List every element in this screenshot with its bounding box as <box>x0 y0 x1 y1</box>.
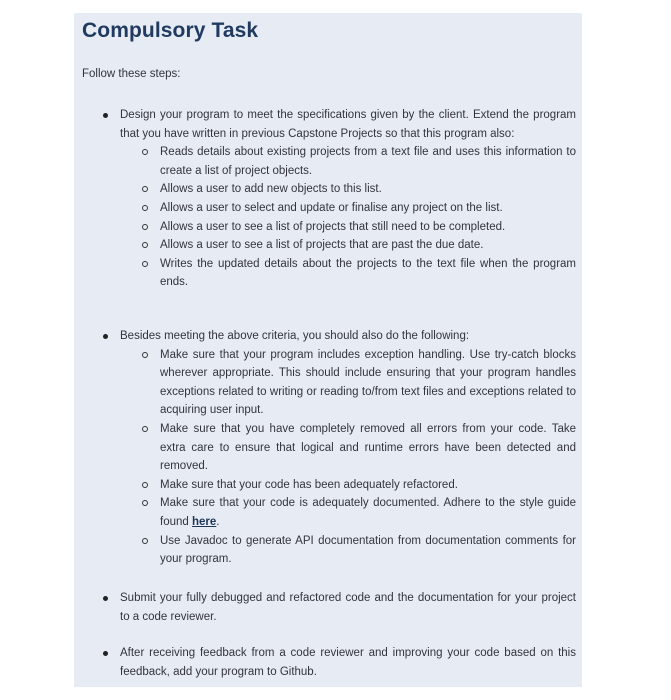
sub-bullet-ring <box>142 426 148 432</box>
sub-item: Allows a user to add new objects to this list. <box>120 180 576 199</box>
sub-item: Use Javadoc to generate API documentation from documentation comments for your program. <box>120 532 576 569</box>
sub-item-documentation: Make sure that your code is adequately documented. Adhere to the style guide found here. <box>120 494 576 531</box>
sub-list-features <box>120 143 576 292</box>
bullet-github <box>120 644 576 681</box>
bullet-dot <box>103 651 108 656</box>
task-panel <box>74 13 582 687</box>
bullet-text: Besides meeting the above criteria, you should also do the following: <box>120 330 470 342</box>
sub-item: Make sure that you have completely removed all errors from your code. Take extra care to ensure that logical and runtime errors have been detected and removed. <box>120 420 576 476</box>
bullet-submit-code <box>120 589 576 626</box>
bullet-design-program <box>120 106 576 292</box>
sub-item: Writes the updated details about the projects to the text file when the program ends. <box>120 255 576 292</box>
sub-bullet-ring <box>142 261 148 267</box>
sub-item: Make sure that your program includes exception handling. Use try-catch blocks wherever appropriate. This should include ensuring that your program handles exceptions related to writing or reading to/from text files and exceptions related to acquiring user input. <box>120 346 576 420</box>
sub-item: Allows a user to see a list of projects that still need to be completed. <box>120 218 576 237</box>
sub-bullet-ring <box>142 242 148 248</box>
sub-item: Reads details about existing projects from a text file and uses this information to create a list of project objects. <box>120 143 576 180</box>
sub-bullet-ring <box>142 352 148 358</box>
sub-item: Make sure that your code has been adequately refactored. <box>120 476 576 495</box>
sub-bullet-ring <box>142 186 148 192</box>
bullet-text: Design your program to meet the specifications given by the client. Extend the program that you have written in previous Capstone Projects so that this program also: <box>120 109 576 140</box>
sub-bullet-ring <box>142 149 148 155</box>
sub-bullet-ring <box>142 500 148 506</box>
bullet-text: Submit your fully debugged and refactored code and the documentation for your project to a code reviewer. <box>120 592 576 623</box>
sub-item: Allows a user to select and update or finalise any project on the list. <box>120 199 576 218</box>
sub-bullet-ring <box>142 224 148 230</box>
sub-item: Allows a user to see a list of projects that are past the due date. <box>120 236 576 255</box>
bullet-text: After receiving feedback from a code reviewer and improving your code based on this feedback, add your program to Github. <box>120 647 576 678</box>
sub-bullet-ring <box>142 482 148 488</box>
sub-bullet-ring <box>142 538 148 544</box>
sub-bullet-ring <box>142 205 148 211</box>
style-guide-link[interactable]: here <box>191 515 217 528</box>
intro-text: Follow these steps: <box>82 68 181 80</box>
bullet-dot <box>103 334 108 339</box>
page-title: Compulsory Task <box>82 19 259 42</box>
bullet-dot <box>103 596 108 601</box>
sub-list-requirements <box>120 346 576 569</box>
bullet-dot <box>103 113 108 118</box>
bullet-additional-requirements <box>120 327 576 569</box>
